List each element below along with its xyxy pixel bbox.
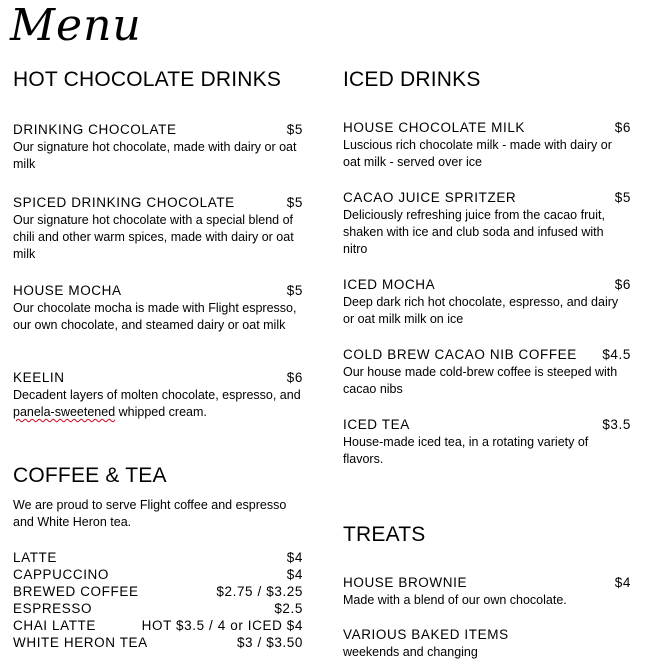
item-price: $6 bbox=[614, 277, 631, 292]
iced-drinks-heading: ICED DRINKS bbox=[343, 68, 481, 91]
item-description: Our signature hot chocolate with a special blend of chili and other warm spices, made with dairy or oat milk bbox=[13, 213, 294, 261]
menu-item-drinking-chocolate bbox=[13, 121, 303, 173]
item-description: Deliciously refreshing juice from the cacao fruit, shaken with ice and club soda and infused with nitro bbox=[343, 208, 605, 256]
price-row-white-heron-tea bbox=[13, 634, 303, 651]
item-price: $5 bbox=[286, 122, 303, 137]
coffee-price-list bbox=[13, 549, 303, 651]
item-name: WHITE HERON TEA bbox=[13, 635, 148, 650]
item-name: CAPPUCCINO bbox=[13, 567, 110, 582]
item-price: $4 bbox=[614, 575, 631, 590]
menu-title: Menu bbox=[10, 0, 142, 51]
item-price: $3 / $3.50 bbox=[236, 635, 303, 650]
item-price: $2.75 / $3.25 bbox=[216, 584, 303, 599]
menu-item-iced-mocha bbox=[343, 276, 631, 328]
item-name: BREWED COFFEE bbox=[13, 584, 139, 599]
menu-item-house-chocolate-milk bbox=[343, 119, 631, 171]
menu-item-iced-tea bbox=[343, 416, 631, 468]
menu-item-cacao-juice-spritzer bbox=[343, 189, 631, 258]
price-row-chai-latte bbox=[13, 617, 303, 634]
item-price: $2.5 bbox=[274, 601, 303, 616]
item-price: $5 bbox=[614, 190, 631, 205]
item-name: VARIOUS BAKED ITEMS bbox=[343, 627, 509, 642]
item-price: $5 bbox=[286, 195, 303, 210]
item-description bbox=[13, 387, 303, 421]
item-price: $4 bbox=[286, 567, 303, 582]
item-name: ICED MOCHA bbox=[343, 277, 436, 292]
item-name: CACAO JUICE SPRITZER bbox=[343, 190, 517, 205]
item-price: $6 bbox=[286, 370, 303, 385]
price-row-cappuccino bbox=[13, 566, 303, 583]
item-description: Luscious rich chocolate milk - made with dairy or oat milk - served over ice bbox=[343, 138, 612, 169]
item-name: HOUSE CHOCOLATE MILK bbox=[343, 120, 526, 135]
item-price: $4 bbox=[286, 550, 303, 565]
price-row-espresso bbox=[13, 600, 303, 617]
item-price: $5 bbox=[286, 283, 303, 298]
item-description: Deep dark rich hot chocolate, espresso, and dairy or oat milk milk on ice bbox=[343, 295, 619, 326]
item-description: Our signature hot chocolate, made with dairy or oat milk bbox=[13, 140, 297, 171]
coffee-tea-heading: COFFEE & TEA bbox=[13, 464, 167, 487]
item-name: KEELIN bbox=[13, 370, 65, 385]
treats-heading: TREATS bbox=[343, 523, 426, 546]
menu-item-house-brownie bbox=[343, 574, 631, 609]
price-row-brewed-coffee bbox=[13, 583, 303, 600]
item-price: $4.5 bbox=[602, 347, 631, 362]
desc-part: Decadent layers of molten chocolate, espresso, and bbox=[13, 388, 301, 402]
item-description: weekends and changing bbox=[343, 645, 478, 659]
item-price: $6 bbox=[614, 120, 631, 135]
item-name: HOUSE BROWNIE bbox=[343, 575, 468, 590]
item-price: $3.5 bbox=[602, 417, 631, 432]
item-name: DRINKING CHOCOLATE bbox=[13, 122, 177, 137]
coffee-intro: We are proud to serve Flight coffee and espresso and White Heron tea. bbox=[13, 498, 287, 529]
spellcheck-word: panela-sweetened bbox=[13, 405, 116, 419]
menu-item-spiced-drinking-chocolate bbox=[13, 194, 303, 263]
item-name: CHAI LATTE bbox=[13, 618, 97, 633]
item-name: ICED TEA bbox=[343, 417, 410, 432]
item-name: LATTE bbox=[13, 550, 58, 565]
menu-item-keelin bbox=[13, 369, 303, 421]
hot-chocolate-heading: HOT CHOCOLATE DRINKS bbox=[13, 68, 282, 91]
menu-item-various-baked-items bbox=[343, 626, 631, 661]
item-description: Our chocolate mocha is made with Flight espresso, our own chocolate, and steamed dairy or oat milk bbox=[13, 301, 297, 332]
menu-item-cold-brew-cacao-nib-coffee bbox=[343, 346, 631, 398]
desc-part: whipped cream. bbox=[115, 405, 207, 419]
price-row-latte bbox=[13, 549, 303, 566]
item-name: ESPRESSO bbox=[13, 601, 93, 616]
item-name: HOUSE MOCHA bbox=[13, 283, 122, 298]
item-name: SPICED DRINKING CHOCOLATE bbox=[13, 195, 235, 210]
item-description: Made with a blend of our own chocolate. bbox=[343, 593, 567, 607]
menu-item-house-mocha bbox=[13, 282, 303, 334]
item-description: Our house made cold-brew coffee is steeped with cacao nibs bbox=[343, 365, 618, 396]
item-price: HOT $3.5 / 4 or ICED $4 bbox=[141, 618, 303, 633]
item-description: House-made iced tea, in a rotating variety of flavors. bbox=[343, 435, 589, 466]
item-name: COLD BREW CACAO NIB COFFEE bbox=[343, 347, 577, 362]
